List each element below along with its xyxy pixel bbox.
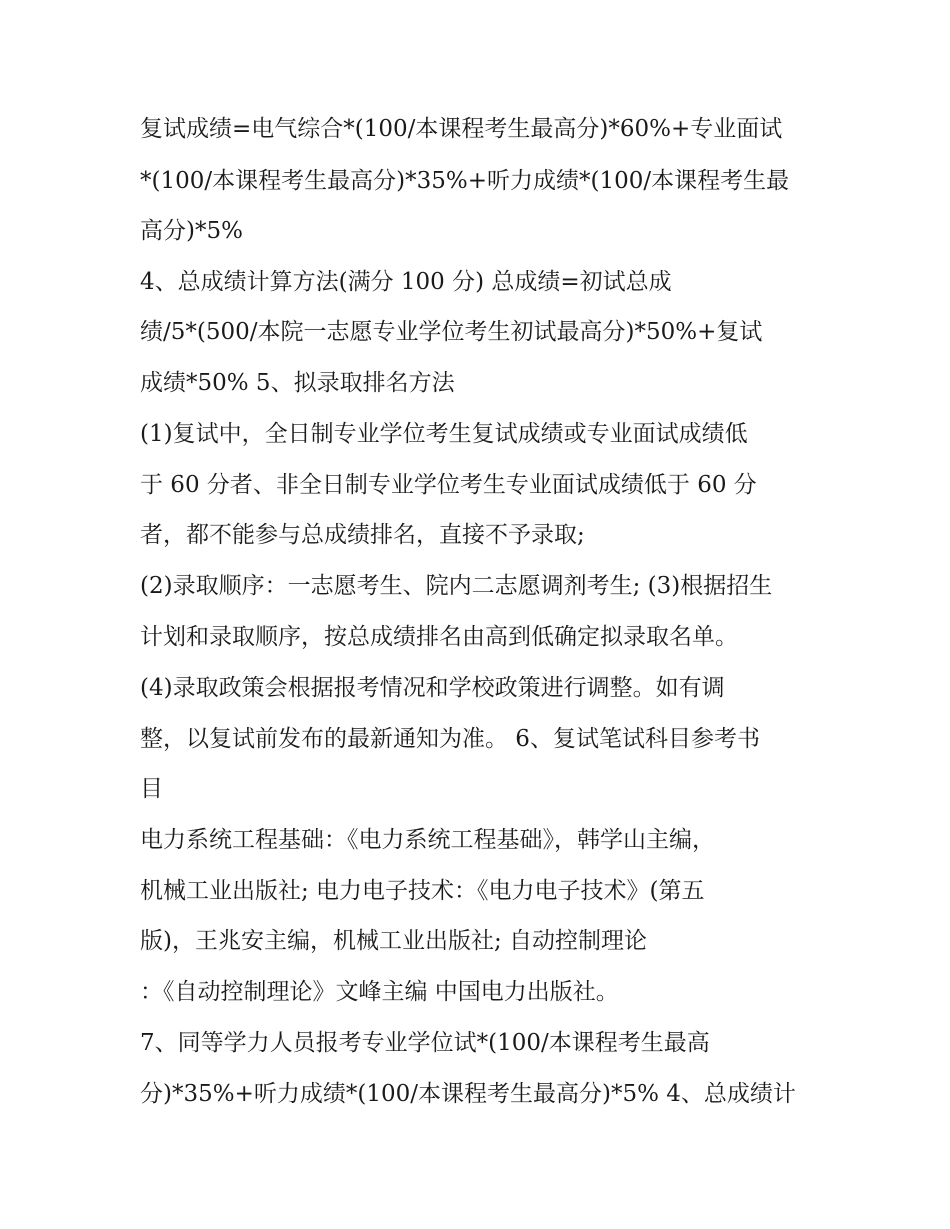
text-line: 于 60 分者、非全日制专业学位考生专业面试成绩低于 60 分 [140,472,757,498]
text-line: 目 [140,776,163,802]
text-line: 机械工业出版社; 电力电子技术：《电力电子技术》(第五 [140,878,705,904]
text-line: ：《自动控制理论》文峰主编 中国电力出版社。 [140,979,619,1005]
text-line: 复试成绩=电气综合*(100/本课程考生最高分)*60%+专业面试 [140,116,783,142]
text-line: 计划和录取顺序，按总成绩排名由高到低确定拟录取名单。 [140,624,738,650]
text-line: (2)录取顺序：一志愿考生、院内二志愿调剂考生; (3)根据招生 [140,573,773,599]
text-line: 绩/5*(500/本院一志愿专业学位考生初试最高分)*50%+复试 [140,319,763,345]
text-line: 电力系统工程基础：《电力系统工程基础》，韩学山主编， [140,827,715,853]
text-line: 成绩*50% 5、拟录取排名方法 [140,370,455,396]
text-line: 高分)*5% [140,218,243,244]
text-line: (1)复试中，全日制专业学位考生复试成绩或专业面试成绩低 [140,421,748,447]
text-line: 4、总成绩计算方法(满分 100 分) 总成绩=初试总成 [140,269,672,295]
text-line: 分)*35%+听力成绩*(100/本课程考生最高分)*5% 4、总成绩计 [140,1081,796,1107]
text-line: 7、同等学力人员报考专业学位试*(100/本课程考生最高 [140,1030,710,1056]
text-line: (4)录取政策会根据报考情况和学校政策进行调整。如有调 [140,675,725,701]
text-line: 整，以复试前发布的最新通知为准。 6、复试笔试科目参考书 [140,726,760,752]
text-line: 者，都不能参与总成绩排名，直接不予录取; [140,522,585,548]
text-line: *(100/本课程考生最高分)*35%+听力成绩*(100/本课程考生最 [140,168,790,194]
text-line: 版)，王兆安主编，机械工业出版社; 自动控制理论 [140,928,648,954]
